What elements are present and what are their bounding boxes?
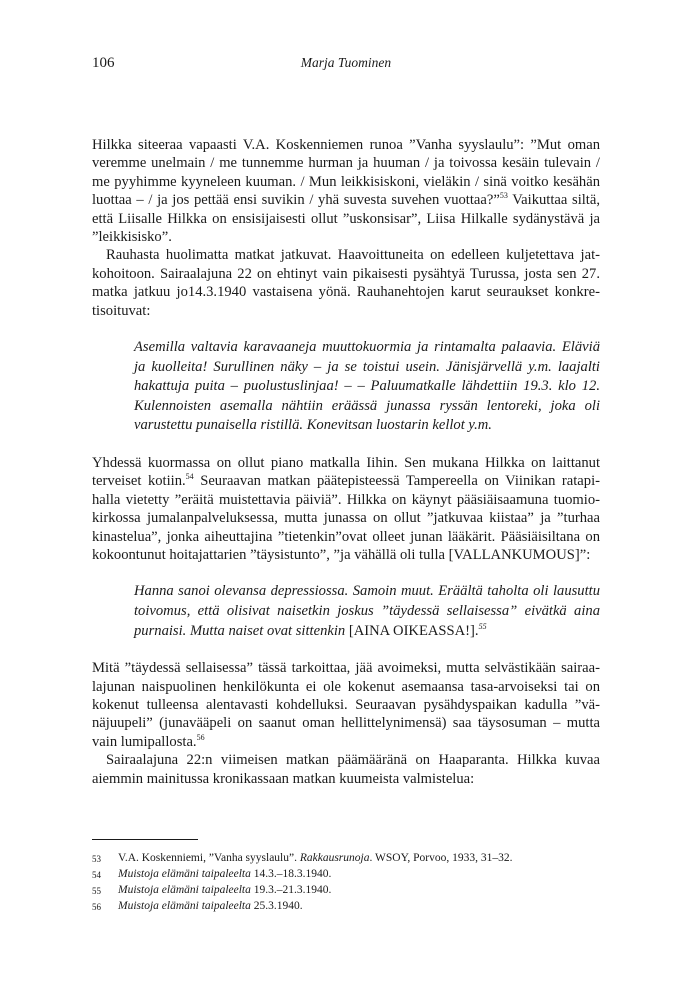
paragraph-1-text-a: Hilkka siteeraa vapaasti V.A. Koskenniemen runoa ”Vanha syyslaulu”: ”Mut oman veremme unelmain / me tunnemme hurman ja huuman / ja toivossa kesäin tulevain / me pyyhimme kyyneleen kuuman. / Mun leikkisiskoni, vieläkin / sinä voitko kesähän luottaa – / ja jos pettää ensi suvikin / yhä suvesta suvehen vuottaa?” bbox=[92, 137, 600, 209]
paragraph-2: Rauhasta huolimatta matkat jatkuvat. Haavoittuneita on edelleen kuljetettava jatkohoitoon. Sairaalajuna 22 on ehtinyt vain pikaisesti pysähtyä Turussa, josta sen 27. matka jatkuu jo14.3.1940 vastaisena yönä. Rauhanehtojen karut seuraukset konkretisoituvat: bbox=[92, 247, 600, 319]
block-quote-1-text: Asemilla valtavia karavaaneja muuttokuormia ja rintamalta palaavia. Eläviä ja kuolleita! Surullinen näky – ja se toistui usein. Jänisjärvellä y.m. laajalti hakattuja puita – puolustuslinjaa! – – Paluumatkalle lähdettiin 19.3. klo 12. Kulennoisten asemalla nähtiin eräässä junassa ryssän lentoreki, joka oli varustettu punaisella ristillä. Konevitsan luostarin kellot y.m. bbox=[134, 339, 600, 434]
block-quote-2 bbox=[92, 582, 600, 641]
footnote-ref-56[interactable]: 56 bbox=[196, 732, 205, 742]
block-quote-2-text-a: Hanna sanoi olevansa depressiossa. Samoin muut. Eräältä taholta oli lausuttu toivomus, että olisivat naisetkin joskus ”täydessä sellaisessa” eivätkä aina purnaisi. Mutta naiset ovat sittenkin bbox=[134, 583, 600, 639]
paragraph-5: Sairaalajuna 22:n viimeisen matkan päämääränä on Haaparanta. Hilkka kuvaa aiemmin mainitussa kronikassaan matkan kuumeista valmistelua: bbox=[92, 752, 600, 787]
page-number: 106 bbox=[92, 55, 115, 71]
footnote-ref-54[interactable]: 54 bbox=[185, 472, 194, 482]
footnotes bbox=[92, 851, 600, 915]
footnote-title: Rakkausrunoja bbox=[299, 852, 370, 864]
paragraph-4-text: Mitä ”täydessä sellaisessa” tässä tarkoittaa, jää avoimeksi, mutta selvästikään sairaalajunan naispuolinen henkilökunta ei ole kokenut asemaansa tasa-arvoiseksi tai on kokenut tulleensa alentavasti kohdelluksi. Seuraavan pysähdyspaikan kadulla ”vänäjuupeli” (junavääpeli on saanut oman hellittelynimensä) saa täysosuman – mutta vain lumipallosta. bbox=[92, 660, 600, 750]
footnote-number: 53 bbox=[92, 854, 101, 864]
body-text bbox=[92, 136, 600, 788]
paragraph-3-text-a: Yhdessä kuormassa on ollut piano matkalla Iihin. Sen mukana Hilkka on laittanut terveiset kotiin. bbox=[92, 455, 600, 490]
footnote-text bbox=[118, 883, 600, 899]
footnote bbox=[92, 851, 600, 867]
footnote-title: Muistoja elämäni taipaleelta bbox=[118, 868, 251, 880]
footnote bbox=[92, 899, 600, 915]
footnote-title: Muistoja elämäni taipaleelta bbox=[118, 884, 251, 896]
footnote bbox=[92, 883, 600, 899]
footnote-number: 56 bbox=[92, 902, 101, 912]
block-quote-2-text bbox=[134, 582, 600, 641]
footnote-text bbox=[118, 867, 600, 883]
page-header bbox=[92, 55, 600, 75]
footnote-ref-55[interactable]: 55 bbox=[478, 621, 487, 631]
footnote-pre: V.A. Koskenniemi, ”Vanha syyslaulu”. bbox=[118, 852, 300, 864]
paragraph-4 bbox=[92, 659, 600, 751]
footnote-rule bbox=[92, 839, 198, 840]
paragraph-1-text-b: Vaikuttaa siltä, että Liisalle Hilkka on ensisijaisesti ollut ”uskonsisar”, Liisa Hilkalle sydänystävä ja ”leikkisisko”. bbox=[92, 192, 600, 246]
paragraph-3-text-b: Seuraavan matkan päätepisteessä Tampereella on Viinikan ratapihalla vietetty ”eräitä muistettavia päiviä”. Hilkka on käynyt pääsiäisaamuna tuomiokirkossa jumalanpalveluksessa, mutta junassa on ollut ”jatkuvaa kiistaa” ja ”turhaa kinastelua”, jonka aiheuttajina ”tietenkin”ovat olleet junan lääkärit. Pääsiäisiltana on kokoontunut hoitajattarien ”täysistunto”, ”ja vähällä oli tulla [VALLANKUMOUS]”: bbox=[92, 473, 600, 564]
footnote-number: 54 bbox=[92, 870, 101, 880]
block-quote-1 bbox=[92, 338, 600, 436]
footnote-text bbox=[118, 899, 600, 915]
footnote-text bbox=[118, 851, 600, 867]
running-title: Marja Tuominen bbox=[300, 55, 392, 70]
footnote-title: Muistoja elämäni taipaleelta bbox=[118, 900, 251, 912]
block-quote-2-upright: [AINA OIKEASSA!]. bbox=[348, 622, 479, 639]
footnote-ref-53[interactable]: 53 bbox=[499, 191, 508, 201]
footnote-number: 55 bbox=[92, 886, 101, 896]
paragraph-1 bbox=[92, 136, 600, 246]
footnote bbox=[92, 867, 600, 883]
footnote-post: 19.3.–21.3.1940. bbox=[250, 884, 332, 896]
paragraph-3 bbox=[92, 454, 600, 564]
footnote-post: . WSOY, Porvoo, 1933, 31–32. bbox=[369, 852, 513, 864]
footnote-post: 25.3.1940. bbox=[250, 900, 303, 912]
footnote-post: 14.3.–18.3.1940. bbox=[250, 868, 332, 880]
